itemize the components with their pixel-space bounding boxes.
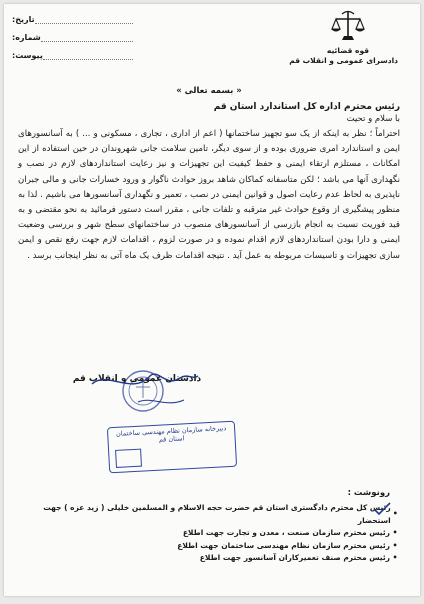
basmala: « بسمه تعالی » [176, 86, 242, 96]
stamp-org: دبیرخانه سازمان نظام مهندسی ساختمان استان قم [115, 424, 227, 444]
number-label: شماره: [12, 33, 41, 42]
copy-item [34, 552, 400, 565]
signatory-title: دادستان عمومی و انقلاب قم [72, 374, 202, 384]
emblem-line-judiciary: قوه قضائیه [326, 46, 370, 55]
judiciary-emblem [289, 10, 398, 66]
addressee: رئیس محترم اداره کل استاندارد استان قم [213, 102, 400, 112]
copy-item [34, 502, 400, 527]
number-value [41, 31, 133, 42]
greeting: با سلام و تحیت [346, 114, 400, 124]
copy-text: رئیس کل محترم دادگستری استان قم حضرت حجه الاسلام و المسلمین خلیلی ( زید عزه ) جهت استحضار [43, 503, 391, 525]
date-value [35, 13, 133, 24]
date-label: تاریخ: [12, 15, 35, 24]
registration-stamp [107, 421, 237, 474]
stamp-box [115, 449, 142, 468]
letter-page [4, 4, 420, 596]
copy-text: رئیس محترم سازمان صنعت ، معدن و تجارت جهت اطلاع [182, 528, 390, 537]
signature-scribble [62, 366, 212, 418]
letter-meta [12, 10, 136, 64]
attachment-row [12, 46, 136, 60]
body-paragraph: احتراماً ؛ نظر به اینکه از یک سو تجهیز ساختمانها ( اعم از اداری ، تجاری ، مسکونی و ... ) به آسانسورهای ایمن و استاندارد امری ضروری بوده و از سوی دیگر، تامین سلامت جانی شهروندان در حین استفاده از این امکانات ، مستلزم ارتقاء ایمنی و حفظ کیفیت این تجهیزات و نیز رعایت استانداردهای لازم در نصب و نگهداری آنها می باشد ؛ لکن متاسفانه کماکان شاهد بروز حوادث ناگوار و ورود خسارات جانی و مالی جبران ناپذیری به لحاظ عدم رعایت اصول و قوانین ایمنی در نصب ، تعمیر و نگهداری آسانسورها می باشیم . لذا به منظور پیشگیری از وقوع حوادث غیر مترقبه و تلفات جانی ، مقرر است دستور فرمائید به نحو مقتضی و به قید فوریت نسبت به انجام بازرسی از آسانسورهای منصوب در ساختمانهای سطح شهر و بررسی وضعیت ایمنی و دارا بودن استانداردهای لازم اقدام نموده و در صورت لزوم ، اقدامات لازم جهت رفع نقص و ایمن سازی تجهیزات و تاسیسات مربوطه به عمل آید . نتیجه اقدامات ظرف یک ماه آتی به نظر اینجانب برسد . [18, 129, 400, 261]
bullet-icon: • [392, 540, 398, 550]
letter-body [18, 86, 400, 264]
number-row [12, 28, 136, 42]
copies-title: رونوشت : [347, 488, 390, 498]
check-tick-icon [372, 501, 392, 517]
copy-item [34, 540, 400, 553]
copy-text: رئیس محترم سازمان نظام مهندسی ساختمان جهت اطلاع [177, 540, 390, 550]
judiciary-emblem-icon [328, 10, 368, 46]
date-row [12, 10, 136, 24]
bullet-icon: • [392, 553, 398, 562]
bullet-icon: • [392, 509, 398, 519]
copy-text: رئیس محترم صنف تعمیرکاران آسانسور جهت اطلاع [199, 553, 390, 562]
emblem-line-prosecutor: دادسرای عمومی و انقلاب قم [289, 56, 398, 65]
signature-block [62, 366, 212, 418]
copies-section [34, 488, 400, 565]
attachment-label: پیوست: [12, 51, 43, 60]
copy-item [34, 527, 400, 540]
attachment-value [43, 49, 133, 60]
bullet-icon: • [392, 528, 398, 537]
